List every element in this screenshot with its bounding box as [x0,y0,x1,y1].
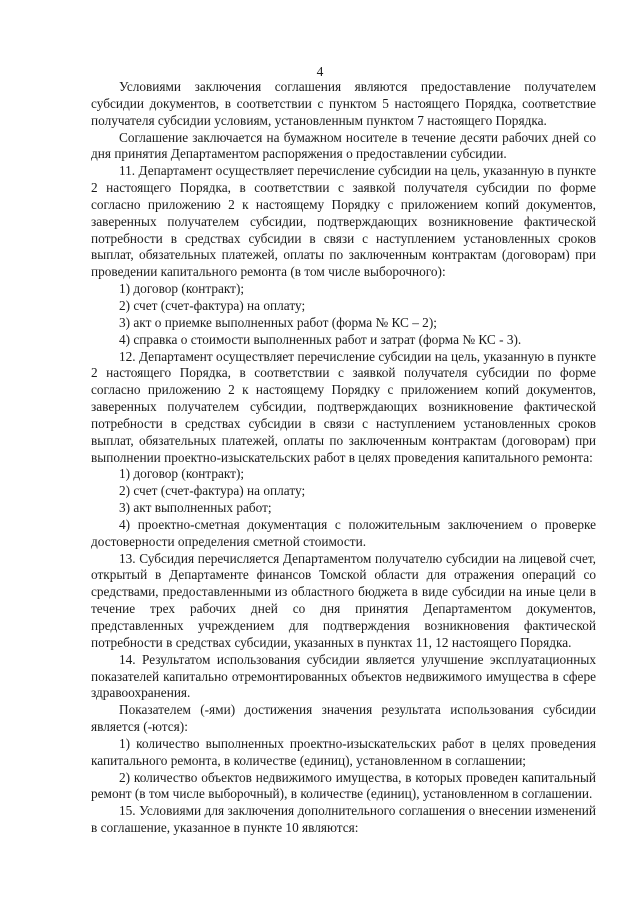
page-number: 4 [316,64,324,79]
list-item: 3) акт о приемке выполненных работ (форма № КС – 2); [119,314,437,330]
list-item: 2) счет (счет-фактура) на оплату; [119,483,306,499]
list-item: 1) количество выполненных проектно-изыскательских работ в целях проведения капитального ремонта, в количестве (единиц), установленном в соглашении; [91,735,596,768]
list-item: 1) договор (контракт); [119,281,245,297]
paragraph-agreement-conditions: Условиями заключения соглашения являются предоставление получателем субсидии документов, в соответствии с пунктом 5 настоящего Порядка, соответствие получателя субсидии условиям, установленным пунктом 7 настоящего Порядка. [91,79,596,128]
paragraph-agreement-paper: Соглашение заключается на бумажном носителе в течение десяти рабочих дней со дня принятия Департаментом распоряжения о предоставлении субсидии. [91,129,596,162]
paragraph-14: 14. Результатом использования субсидии является улучшение эксплуатационных показателей капитально отремонтированных объектов недвижимого имущества в сфере здравоохранения. [91,651,596,701]
paragraph-indicators: Показателем (-ями) достижения значения результата использования субсидии является (-ются): [91,702,596,735]
list-item: 4) проектно-сметная документация с положительным заключением о проверке достоверности определения сметной стоимости. [91,516,596,549]
paragraph-12: 12. Департамент осуществляет перечисление субсидии на цель, указанную в пункте 2 настоящего Порядка, в соответствии с заявкой получателя субсидии по форме согласно приложению 2 к настоящему Порядку с приложением копий документов, заверенных получателем субсидии, подтверждающих возникновение фактической потребности в средствах субсидии в связи с наступлением установленных сроков выплат, обязательных платежей, оплаты по заключенным контрактам (договорам) при выполнении проектно-изыскательских работ в целях проведения капитального ремонта: [91,348,596,465]
paragraph-15: 15. Условиями для заключения дополнительного соглашения о внесении изменений в соглашение, указанное в пункте 10 являются: [91,803,596,836]
list-item: 4) справка о стоимости выполненных работ и затрат (форма № КС - 3). [119,331,522,347]
paragraph-11: 11. Департамент осуществляет перечисление субсидии на цель, указанную в пункте 2 настоящего Порядка, в соответствии с заявкой получателя субсидии по форме согласно приложению 2 к настоящему Порядку с приложением копий документов, заверенных получателем субсидии, подтверждающих возникновение фактической потребности в средствах субсидии в связи с наступлением установленных сроков выплат, обязательных платежей, оплаты по заключенным контрактам (договорам) при проведении капитального ремонта (в том числе выборочного): [91,163,596,280]
list-item: 3) акт выполненных работ; [119,500,272,516]
document-body [91,79,596,837]
paragraph-13: 13. Субсидия перечисляется Департаментом получателю субсидии на лицевой счет, открытый в Департаменте финансов Томской области для отражения операций со средствами, предоставленными из областного бюджета в виде субсидии на иные цели в течение трех рабочих дней со дня принятия Департаментом документов, представленных учреждением для подтверждения возникновения фактической потребности в средствах субсидии, указанных в пунктах 11, 12 настоящего Порядка. [91,550,596,650]
list-item: 2) счет (счет-фактура) на оплату; [119,297,306,313]
list-item: 2) количество объектов недвижимого имущества, в которых проведен капитальный ремонт (в том числе выборочный), в количестве (единиц), установленном в соглашении. [91,769,596,802]
list-item: 1) договор (контракт); [119,466,245,482]
